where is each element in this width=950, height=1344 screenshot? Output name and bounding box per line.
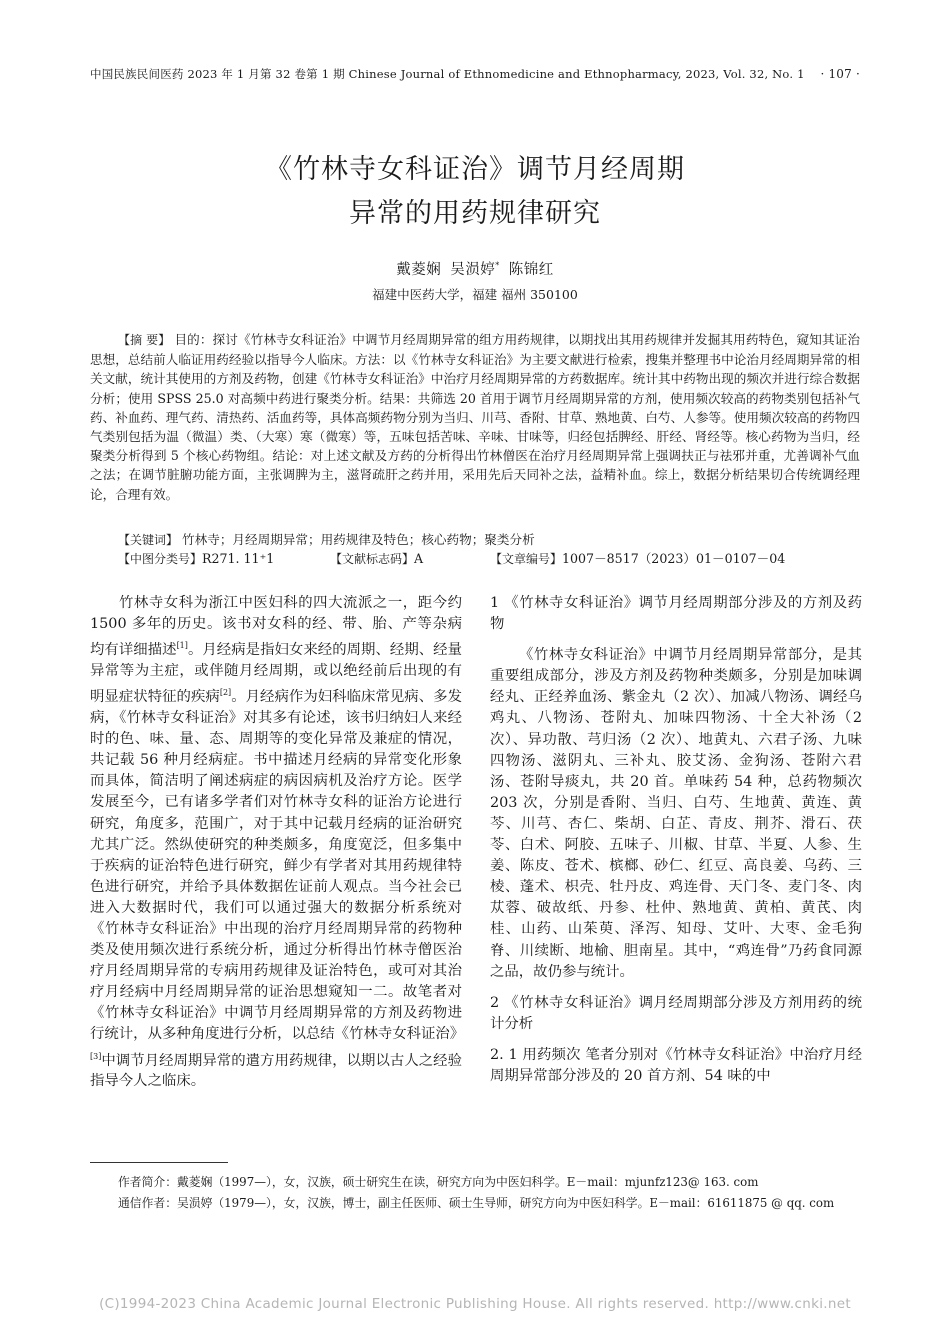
abstract-text: 目的：探讨《竹林寺女科证治》中调节月经周期异常的组方用药规律，以期找出其用药规律并发掘其用药特色，窥知其证治思想，总结前人临证用药经验以指导今人临床。方法：以《竹林寺女科证治》为主要文献进行检索，搜集并整理书中论治月经周期异常的相关文献，统计其使用的方剂及药物，创建《竹林寺女科证治》中治疗月经周期异常的方药数据库。统计其中药物出现的频次并进行综合数据分析；使用 SPSS 25.0 对高频中药进行聚类分析。结果：共筛选 20 首用于调节月经周期异常的方剂，使用频次较高的药物类别包括补气药、补血药、理气药、清热药、活血药等，具体高频药物分别为当归、川芎、香附、甘草、熟地黄、白芍、人参等。使用频次较高的药物四气类别包括为温（微温）类、（大寒）寒（微寒）等，五味包括苦味、辛味、甘味等，归经包括脾经、肝经、肾经等。核心药物为当归，经聚类分析得到 5 个核心药物组。结论：对上述文献及方药的分析得出竹林僧医在治疗月经周期异常上强调扶正与祛邪并重，尤善调补气血之法；在调节脏腑功能方面，主张调脾为主，滋肾疏肝之药并用，采用先后天同补之法，益精补血。综上，数据分析结果切合传统调经理论，合理有效。 (90, 332, 860, 502)
author-list (0, 258, 950, 279)
reference-3[interactable]: [3] (90, 1051, 102, 1061)
body-right-column (490, 593, 862, 1087)
article-no-value: 1007－8517（2023）01－0107－04 (562, 551, 786, 566)
section-1-paragraph: 《竹林寺女科证治》中调节月经周期异常部分，是其重要组成部分，涉及方剂及药物种类颇多，分别是加味调经丸、正经养血汤、紫金丸（2 次）、加减八物汤、调经乌鸡丸、八物汤、苍附丸、加味四物汤、十全大补汤（2 次）、异功散、芎归汤（2 次）、地黄丸、六君子汤、九味四物汤、滋阴丸、三补丸、胶艾汤、金狗汤、苍附六君汤、苍附导痰丸，共 20 首。单味药 54 种，总药物频次 203 次，分别是香附、当归、白芍、生地黄、黄连、黄芩、川芎、杏仁、柴胡、白芷、青皮、荆芥、滑石、茯苓、白术、阿胶、五味子、川椒、甘草、半夏、人参、生姜、陈皮、苍术、槟榔、砂仁、红豆、高良姜、乌药、三棱、蓬术、枳壳、牡丹皮、鸡连骨、天门冬、麦门冬、肉苁蓉、破故纸、丹参、杜仲、熟地黄、黄柏、黄芪、肉桂、山药、山茱萸、泽泻、知母、艾叶、大枣、金毛狗脊、川续断、地榆、胆南星。其中，“鸡连骨”乃药食同源之品，故仍参与统计。 (490, 647, 862, 980)
article-no-label: 【文章编号】 (490, 552, 563, 566)
journal-citation: 中国民族民间医药 2023 年 1 月第 32 卷第 1 期 Chinese Journal of Ethnomedicine and Ethnopharmacy, 2023, Vol. 32, No. 1 (90, 67, 805, 81)
intro-paragraph: 竹林寺女科为浙江中医妇科的四大流派之一，距今约 1500 多年的历史。该书对女科的经、带、胎、产等杂病均有详细描述[1]。月经病是指妇女来经的周期、经期、经量异常等为主症，或伴随月经周期，或以绝经前后出现的有明显症状特征的疾病[2]。月经病作为妇科临床常见病、多发病，《竹林寺女科证治》对其多有论述，该书归纳妇人来经时的色、味、量、态、周期等的变化异常及兼症的情况，共记载 56 种月经病症。书中描述月经病的异常变化形象而具体，简洁明了阐述病症的病因病机及治疗方论。医学发展至今，已有诸多学者们对竹林寺女科的证治方论进行研究，角度多，范围广，对于其中记载月经病的证治研究尤其广泛。然纵使研究的种类颇多，角度宽泛，但多集中于疾病的证治特色进行研究，鲜少有学者对其用药规律特色进行研究，并给予具体数据佐证前人观点。当今社会已进入大数据时代，我们可以通过强大的数据分析系统对《竹林寺女科证治》中出现的治疗月经周期异常的药物种类及使用频次进行系统分析，通过分析得出竹林寺僧医治疗月经周期异常的专病用药规律及证治特色，或可对其治疗月经病中月经周期异常的证治思想窥知一二。故笔者对《竹林寺女科证治》中调节月经周期异常的方剂及药物进行统计，从多种角度进行分析，以总结《竹林寺女科证治》[3]中调节月经周期异常的遣方用药规律，以期以古人之经验指导今人之临床。 (90, 595, 465, 1090)
author-intro-footnote: 作者简介：戴菱娴（1997—），女，汉族，硕士研究生在读，研究方向为中医妇科学。E－mail：mjunfz123@ 163. com (118, 1175, 759, 1189)
footnotes (90, 1172, 860, 1214)
body-left-column (90, 593, 465, 1093)
section-1-heading: 1 《竹林寺女科证治》调节月经周期部分涉及的方剂及药物 (490, 595, 862, 633)
affiliation: 福建中医药大学，福建 福州 350100 (372, 287, 578, 302)
running-head (90, 66, 860, 82)
section-2-heading: 2 《竹林寺女科证治》调月经周期部分涉及方剂用药的统计分析 (490, 994, 862, 1032)
title-line-1: 《竹林寺女科证治》调节月经周期 (265, 154, 685, 185)
reference-1[interactable]: [1] (176, 641, 188, 651)
abstract-label: 【摘 要】 (118, 333, 171, 347)
author-1: 戴菱娴 (396, 262, 442, 278)
classification-line (118, 549, 860, 569)
reference-2[interactable]: [2] (219, 688, 232, 698)
copyright-watermark: (C)1994-2023 China Academic Journal Electronic Publishing House. All rights reserved. http://www.cnki.net (99, 1296, 851, 1312)
doc-code-label: 【文献标志码】 (330, 552, 415, 566)
abstract (90, 330, 860, 504)
author-3: 陈锦红 (508, 262, 554, 278)
keywords-label: 【关键词】 (118, 533, 179, 547)
clc-label: 【中图分类号】 (118, 552, 203, 566)
page-number: · 107 · (820, 67, 860, 81)
footnote-rule (90, 1162, 228, 1163)
keywords-text: 竹林寺；月经周期异常；用药规律及特色；核心药物；聚类分析 (182, 532, 535, 547)
doc-code-value: A (414, 551, 424, 566)
article-title (0, 148, 950, 236)
title-line-2: 异常的用药规律研究 (349, 198, 601, 229)
clc-value: R271. 11⁺1 (202, 551, 275, 566)
keywords (90, 530, 860, 550)
section-2-1-paragraph: 2. 1 用药频次 笔者分别对《竹林寺女科证治》中治疗月经周期异常部分涉及的 20 首方剂、54 味的中 (490, 1046, 862, 1084)
author-2: 吴涢婷 (450, 262, 496, 278)
corresponding-mark: * (495, 261, 500, 271)
corresponding-author-footnote: 通信作者：吴涢婷（1979—），女，汉族，博士，副主任医师、硕士生导师，研究方向为中医妇科学。E－mail：61611875 @ qq. com (118, 1196, 835, 1210)
